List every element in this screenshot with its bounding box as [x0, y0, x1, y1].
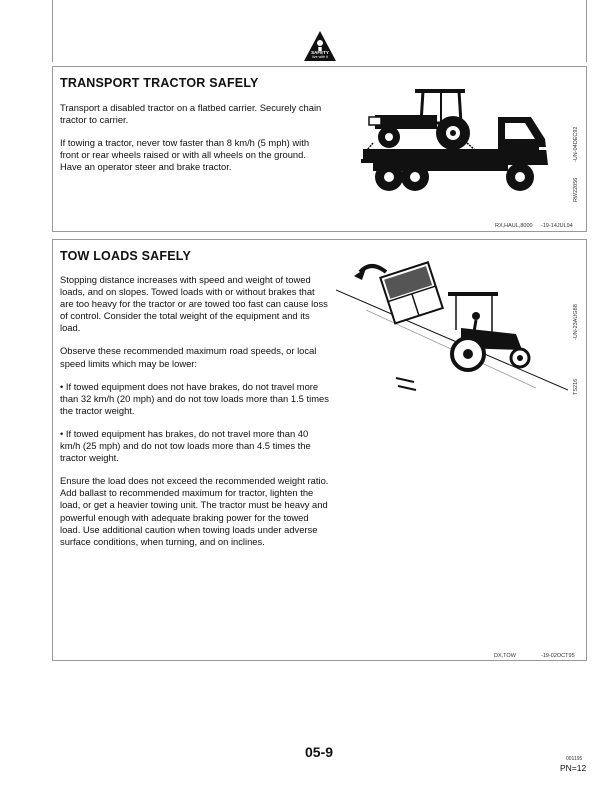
figure-tractor-on-flatbed — [353, 87, 563, 205]
section-title: TRANSPORT TRACTOR SAFELY — [60, 76, 259, 90]
figure-code-2: -UN-23AUG88 — [573, 304, 579, 340]
figure-tractor-towing-load — [336, 250, 568, 395]
figure-code: TS216 — [573, 378, 579, 395]
paragraph: Stopping distance increases with speed and weight of towed loads, and on slopes. Towed loads with or without brakes that are too heavy for the tractor or are towed too fast can cause loss of control. Consider the total weight of the equipment and its load. — [60, 274, 328, 334]
top-rule-left — [52, 0, 53, 62]
paragraph: • If towed equipment has brakes, do not travel more than 40 km/h (25 mph) and do not tow loads more than 4.5 times the tractor weight. — [60, 427, 311, 464]
page-number: 05-9 — [305, 744, 334, 760]
safety-alert-icon — [303, 30, 337, 62]
paragraph: Transport a disabled tractor on a flatbed carrier. Securely chain tractor to carrier. — [60, 102, 322, 126]
section-tow-loads — [52, 239, 587, 661]
paragraph: If towing a tractor, never tow faster than 8 km/h (5 mph) with front or rear wheels raised or with all wheels on the ground. Have an operator steer and brake tractor. — [60, 137, 310, 173]
section-body — [60, 274, 330, 559]
figure-code-2: -UN-04DEC92 — [573, 126, 579, 162]
paragraph: • If towed equipment does not have brakes, do not travel more than 32 km/h (20 mph) and do not tow loads more than 1.5 times the tractor weight. — [60, 380, 329, 416]
footer-date: -19-02OCT95 — [541, 653, 575, 659]
safety-icon-text: SAFETY — [311, 50, 329, 55]
paragraph: Observe these recommended maximum road speeds, or local speed limits which may be lower: — [60, 345, 317, 369]
section-title: TOW LOADS SAFELY — [60, 249, 191, 263]
paragraph: Ensure the load does not exceed the recommended weight ratio. Add ballast to recommended maximum for tractor, lighten the load, or get a heavier towing unit. The tractor must be heavy and powerful enough with adequate braking power for the towed load. Use additional caution when towing loads under adverse surface conditions, when turning, and on inclines. — [60, 475, 329, 547]
doc-code: 001195 — [566, 756, 583, 762]
section-body — [60, 102, 328, 184]
top-rule-right — [586, 0, 587, 62]
footer-code: RX,HAUL,8000 — [495, 223, 533, 229]
page-pn: PN=12 — [560, 763, 587, 773]
footer-date: -19-14JUL94 — [541, 223, 573, 229]
figure-code: RW22056 — [573, 177, 579, 202]
section-transport-tractor — [52, 66, 587, 232]
safety-icon-subtext: live with it — [312, 55, 328, 59]
footer-code: DX,TOW — [494, 653, 516, 659]
